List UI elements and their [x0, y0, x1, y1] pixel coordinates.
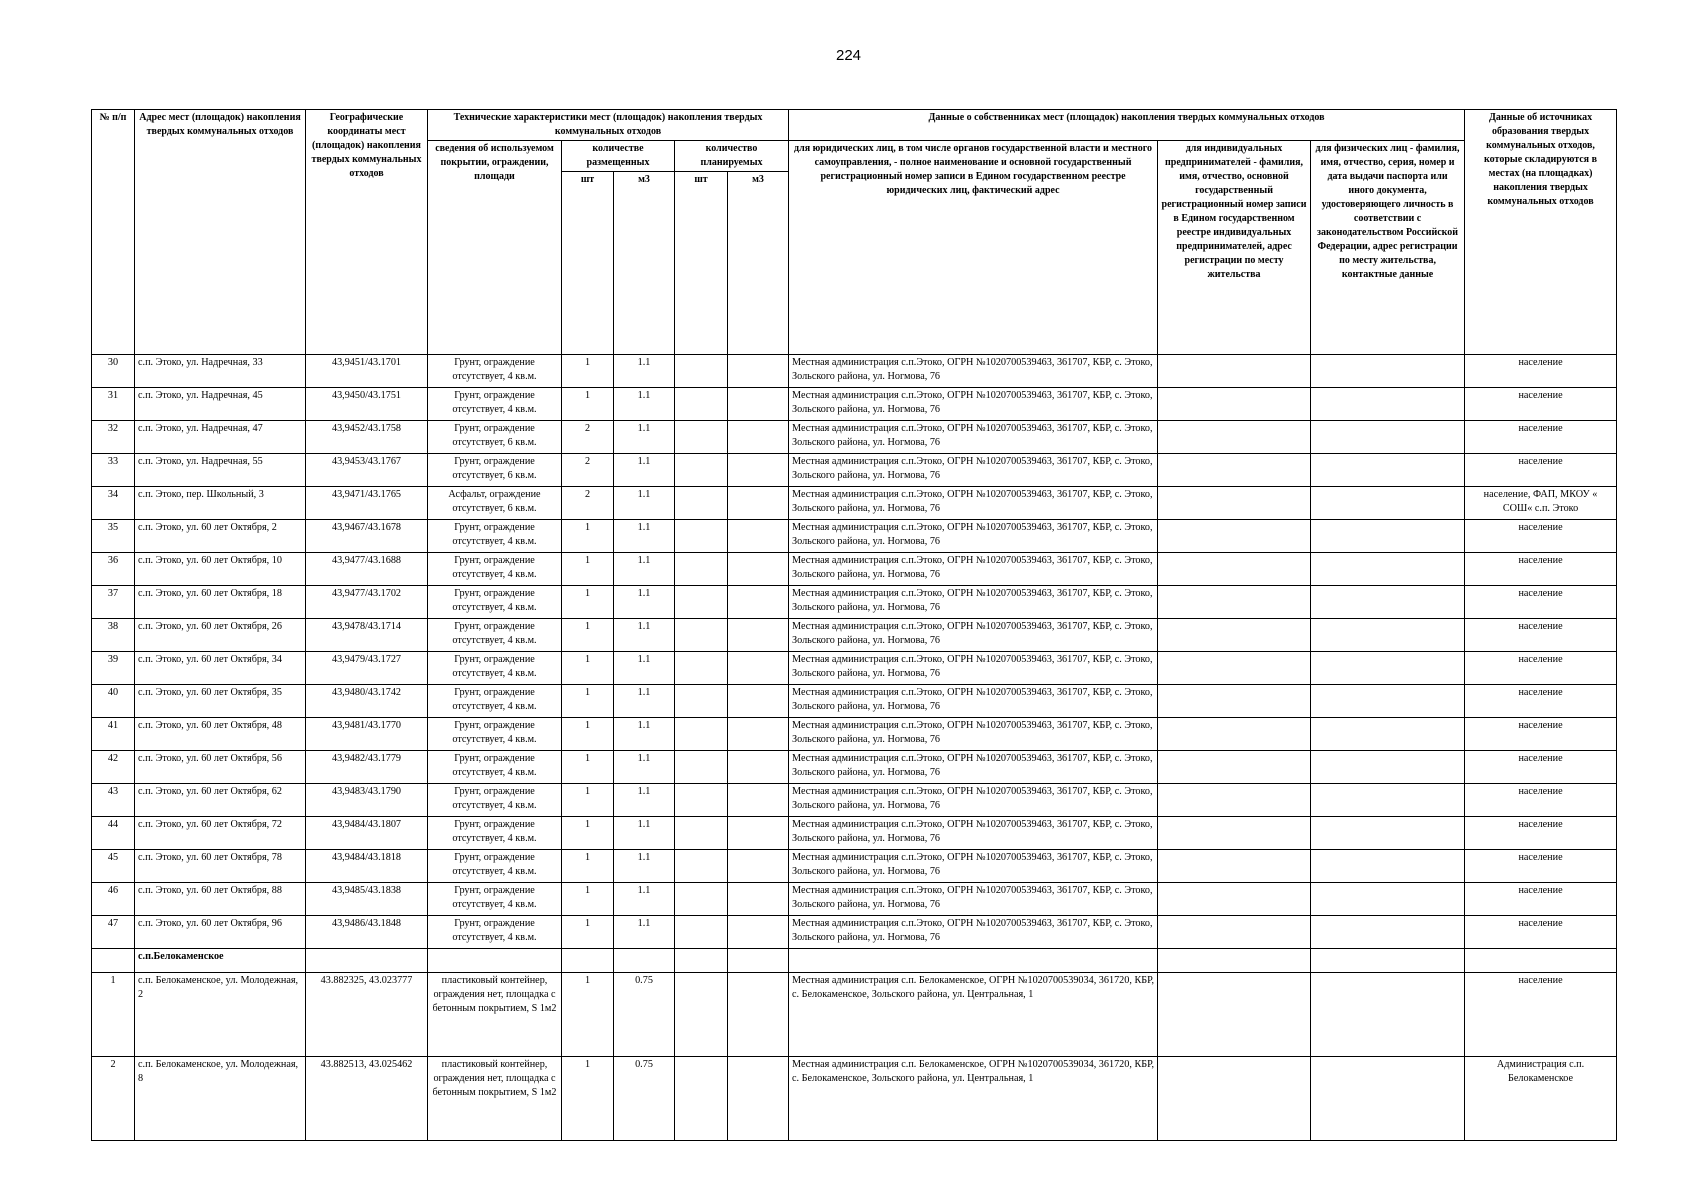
row-owner-ip	[1158, 1057, 1311, 1141]
section-empty-cell	[1465, 949, 1617, 973]
row-volume-m3: 1.1	[614, 652, 675, 685]
header-tech-cover: сведения об используемом покрытии, ограждении, площади	[428, 141, 562, 355]
row-number: 32	[92, 421, 135, 454]
row-owner-ip	[1158, 553, 1311, 586]
section-empty-cell	[614, 949, 675, 973]
row-planned-pcs	[675, 355, 728, 388]
row-owner-ip	[1158, 421, 1311, 454]
table-row	[92, 355, 1617, 388]
row-number: 33	[92, 454, 135, 487]
row-coordinates: 43,9478/43.1714	[306, 619, 428, 652]
table-row	[92, 784, 1617, 817]
row-planned-m3	[728, 1057, 789, 1141]
row-address: с.п. Этоко, ул. 60 лет Октября, 72	[135, 817, 306, 850]
header-owners-ip: для индивидуальных предпринимателей - фамилия, имя, отчество, основной государственный регистрационный номер записи в Едином государственном реестре индивидуальных предпринимателей, адрес регистрации по месту жительства	[1158, 141, 1311, 355]
row-count-pcs: 1	[562, 784, 614, 817]
table-row	[92, 619, 1617, 652]
row-owner-physical	[1311, 850, 1465, 883]
row-planned-pcs	[675, 817, 728, 850]
row-address: с.п. Этоко, ул. 60 лет Октября, 62	[135, 784, 306, 817]
row-owner-legal: Местная администрация с.п. Белокаменское, ОГРН №1020700539034, 361720, КБР, с. Белокаменское, Зольского района, ул. Центральная, 1	[789, 973, 1158, 1057]
row-planned-pcs	[675, 421, 728, 454]
row-coordinates: 43,9477/43.1702	[306, 586, 428, 619]
row-address: с.п. Белокаменское, ул. Молодежная, 2	[135, 973, 306, 1057]
row-address: с.п. Этоко, ул. 60 лет Октября, 35	[135, 685, 306, 718]
table-row	[92, 454, 1617, 487]
section-num-cell	[92, 949, 135, 973]
row-count-pcs: 1	[562, 355, 614, 388]
row-waste-source: население	[1465, 784, 1617, 817]
row-owner-legal: Местная администрация с.п.Этоко, ОГРН №1020700539463, 361707, КБР, с. Этоко, Зольского района, ул. Ногмова, 76	[789, 784, 1158, 817]
row-planned-m3	[728, 973, 789, 1057]
row-cover: Грунт, ограждение отсутствует, 6 кв.м.	[428, 454, 562, 487]
row-owner-ip	[1158, 916, 1311, 949]
row-number: 2	[92, 1057, 135, 1141]
row-owner-physical	[1311, 388, 1465, 421]
row-waste-source: население	[1465, 421, 1617, 454]
row-count-pcs: 1	[562, 751, 614, 784]
row-owner-legal: Местная администрация с.п.Этоко, ОГРН №1020700539463, 361707, КБР, с. Этоко, Зольского района, ул. Ногмова, 76	[789, 553, 1158, 586]
row-planned-m3	[728, 883, 789, 916]
section-empty-cell	[562, 949, 614, 973]
row-planned-pcs	[675, 619, 728, 652]
row-volume-m3: 1.1	[614, 685, 675, 718]
row-address: с.п. Этоко, ул. 60 лет Октября, 88	[135, 883, 306, 916]
row-waste-source: население	[1465, 751, 1617, 784]
row-count-pcs: 1	[562, 553, 614, 586]
row-owner-legal: Местная администрация с.п.Этоко, ОГРН №1020700539463, 361707, КБР, с. Этоко, Зольского района, ул. Ногмова, 76	[789, 520, 1158, 553]
row-coordinates: 43,9485/43.1838	[306, 883, 428, 916]
row-cover: Грунт, ограждение отсутствует, 4 кв.м.	[428, 652, 562, 685]
row-owner-physical	[1311, 619, 1465, 652]
row-planned-m3	[728, 817, 789, 850]
row-count-pcs: 1	[562, 916, 614, 949]
section-empty-cell	[789, 949, 1158, 973]
table-row	[92, 421, 1617, 454]
row-volume-m3: 1.1	[614, 454, 675, 487]
row-owner-ip	[1158, 685, 1311, 718]
row-count-pcs: 2	[562, 487, 614, 520]
row-waste-source: население	[1465, 652, 1617, 685]
row-owner-legal: Местная администрация с.п.Этоко, ОГРН №1020700539463, 361707, КБР, с. Этоко, Зольского района, ул. Ногмова, 76	[789, 388, 1158, 421]
row-cover: Грунт, ограждение отсутствует, 6 кв.м.	[428, 421, 562, 454]
row-owner-ip	[1158, 454, 1311, 487]
row-address: с.п. Этоко, пер. Школьный, 3	[135, 487, 306, 520]
row-planned-m3	[728, 421, 789, 454]
table-row	[92, 817, 1617, 850]
row-number: 46	[92, 883, 135, 916]
row-cover: Грунт, ограждение отсутствует, 4 кв.м.	[428, 619, 562, 652]
row-number: 43	[92, 784, 135, 817]
table-row	[92, 586, 1617, 619]
row-address: с.п. Этоко, ул. 60 лет Октября, 78	[135, 850, 306, 883]
row-planned-m3	[728, 586, 789, 619]
row-owner-physical	[1311, 553, 1465, 586]
row-count-pcs: 1	[562, 388, 614, 421]
row-volume-m3: 1.1	[614, 784, 675, 817]
header-owners-phys: для физических лиц - фамилия, имя, отчество, серия, номер и дата выдачи паспорта или иного документа, удостоверяющего личность в соответствии с законодательством Российской Федерации, адрес регистрации по месту жительства, контактные данные	[1311, 141, 1465, 355]
row-planned-pcs	[675, 718, 728, 751]
row-count-pcs: 2	[562, 421, 614, 454]
row-address: с.п. Этоко, ул. 60 лет Октября, 48	[135, 718, 306, 751]
row-coordinates: 43.882325, 43.023777	[306, 973, 428, 1057]
row-coordinates: 43,9467/43.1678	[306, 520, 428, 553]
row-address: с.п. Этоко, ул. 60 лет Октября, 10	[135, 553, 306, 586]
table-row	[92, 751, 1617, 784]
row-owner-ip	[1158, 850, 1311, 883]
row-address: с.п. Этоко, ул. Надречная, 55	[135, 454, 306, 487]
row-cover: Асфальт, ограждение отсутствует, 6 кв.м.	[428, 487, 562, 520]
row-planned-m3	[728, 355, 789, 388]
table-row	[92, 388, 1617, 421]
row-waste-source: население	[1465, 916, 1617, 949]
row-owner-ip	[1158, 388, 1311, 421]
row-coordinates: 43,9450/43.1751	[306, 388, 428, 421]
row-volume-m3: 1.1	[614, 487, 675, 520]
row-planned-m3	[728, 784, 789, 817]
row-owner-ip	[1158, 973, 1311, 1057]
row-number: 37	[92, 586, 135, 619]
row-planned-m3	[728, 454, 789, 487]
row-planned-m3	[728, 652, 789, 685]
row-count-pcs: 1	[562, 619, 614, 652]
row-planned-m3	[728, 520, 789, 553]
row-number: 1	[92, 973, 135, 1057]
row-owner-physical	[1311, 784, 1465, 817]
row-address: с.п. Белокаменское, ул. Молодежная, 8	[135, 1057, 306, 1141]
row-owner-physical	[1311, 586, 1465, 619]
table-row	[92, 652, 1617, 685]
row-number: 39	[92, 652, 135, 685]
row-owner-physical	[1311, 973, 1465, 1057]
row-number: 47	[92, 916, 135, 949]
row-cover: Грунт, ограждение отсутствует, 4 кв.м.	[428, 553, 562, 586]
row-planned-pcs	[675, 520, 728, 553]
table-row	[92, 520, 1617, 553]
row-owner-ip	[1158, 652, 1311, 685]
section-empty-cell	[428, 949, 562, 973]
row-owner-physical	[1311, 685, 1465, 718]
row-planned-m3	[728, 718, 789, 751]
row-owner-physical	[1311, 355, 1465, 388]
row-owner-ip	[1158, 355, 1311, 388]
row-volume-m3: 1.1	[614, 619, 675, 652]
header-tech: Технические характеристики мест (площадок) накопления твердых коммунальных отходов	[428, 110, 789, 141]
page-number: 224	[835, 47, 862, 64]
row-address: с.п. Этоко, ул. 60 лет Октября, 34	[135, 652, 306, 685]
row-owner-physical	[1311, 916, 1465, 949]
header-coords: Географические координаты мест (площадок) накопления твердых коммунальных отходов	[306, 110, 428, 355]
row-waste-source: население	[1465, 718, 1617, 751]
row-owner-physical	[1311, 817, 1465, 850]
row-volume-m3: 1.1	[614, 751, 675, 784]
row-volume-m3: 1.1	[614, 883, 675, 916]
row-cover: Грунт, ограждение отсутствует, 4 кв.м.	[428, 784, 562, 817]
row-cover: Грунт, ограждение отсутствует, 4 кв.м.	[428, 586, 562, 619]
row-number: 42	[92, 751, 135, 784]
header-unit-pcs: шт	[562, 172, 614, 355]
header-owners: Данные о собственниках мест (площадок) накопления твердых коммунальных отходов	[789, 110, 1465, 141]
row-planned-pcs	[675, 553, 728, 586]
row-waste-source: население	[1465, 586, 1617, 619]
row-number: 40	[92, 685, 135, 718]
row-planned-pcs	[675, 388, 728, 421]
section-empty-cell	[1311, 949, 1465, 973]
section-row	[92, 949, 1617, 973]
row-address: с.п. Этоко, ул. 60 лет Октября, 2	[135, 520, 306, 553]
row-owner-physical	[1311, 883, 1465, 916]
row-address: с.п. Этоко, ул. Надречная, 47	[135, 421, 306, 454]
row-owner-legal: Местная администрация с.п.Этоко, ОГРН №1020700539463, 361707, КБР, с. Этоко, Зольского района, ул. Ногмова, 76	[789, 817, 1158, 850]
row-planned-pcs	[675, 685, 728, 718]
table-row	[92, 685, 1617, 718]
row-waste-source: население	[1465, 850, 1617, 883]
table-row	[92, 553, 1617, 586]
row-owner-legal: Местная администрация с.п.Этоко, ОГРН №1020700539463, 361707, КБР, с. Этоко, Зольского района, ул. Ногмова, 76	[789, 718, 1158, 751]
row-volume-m3: 1.1	[614, 718, 675, 751]
row-volume-m3: 1.1	[614, 586, 675, 619]
row-cover: Грунт, ограждение отсутствует, 4 кв.м.	[428, 850, 562, 883]
row-owner-legal: Местная администрация с.п.Этоко, ОГРН №1020700539463, 361707, КБР, с. Этоко, Зольского района, ул. Ногмова, 76	[789, 454, 1158, 487]
row-planned-m3	[728, 388, 789, 421]
row-owner-legal: Местная администрация с.п.Этоко, ОГРН №1020700539463, 361707, КБР, с. Этоко, Зольского района, ул. Ногмова, 76	[789, 883, 1158, 916]
row-cover: Грунт, ограждение отсутствует, 4 кв.м.	[428, 355, 562, 388]
row-owner-physical	[1311, 421, 1465, 454]
row-number: 31	[92, 388, 135, 421]
row-volume-m3: 1.1	[614, 388, 675, 421]
row-number: 45	[92, 850, 135, 883]
row-planned-m3	[728, 553, 789, 586]
row-count-pcs: 1	[562, 973, 614, 1057]
row-owner-physical	[1311, 454, 1465, 487]
row-owner-ip	[1158, 520, 1311, 553]
row-owner-ip	[1158, 487, 1311, 520]
row-planned-m3	[728, 751, 789, 784]
row-cover: Грунт, ограждение отсутствует, 4 кв.м.	[428, 751, 562, 784]
row-cover: Грунт, ограждение отсутствует, 4 кв.м.	[428, 883, 562, 916]
row-number: 41	[92, 718, 135, 751]
row-owner-legal: Местная администрация с.п.Этоко, ОГРН №1020700539463, 361707, КБР, с. Этоко, Зольского района, ул. Ногмова, 76	[789, 487, 1158, 520]
row-volume-m3: 1.1	[614, 421, 675, 454]
header-unit-m3-planned: м3	[728, 172, 789, 355]
row-volume-m3: 1.1	[614, 553, 675, 586]
row-coordinates: 43,9471/43.1765	[306, 487, 428, 520]
row-owner-physical	[1311, 718, 1465, 751]
row-volume-m3: 1.1	[614, 520, 675, 553]
row-address: с.п. Этоко, ул. 60 лет Октября, 18	[135, 586, 306, 619]
row-owner-legal: Местная администрация с.п.Этоко, ОГРН №1020700539463, 361707, КБР, с. Этоко, Зольского района, ул. Ногмова, 76	[789, 421, 1158, 454]
row-owner-physical	[1311, 520, 1465, 553]
row-waste-source: население	[1465, 388, 1617, 421]
section-empty-cell	[675, 949, 728, 973]
row-cover: Грунт, ограждение отсутствует, 4 кв.м.	[428, 520, 562, 553]
row-planned-pcs	[675, 751, 728, 784]
row-planned-pcs	[675, 1057, 728, 1141]
table-row	[92, 1057, 1617, 1141]
row-cover: пластиковый контейнер, ограждения нет, площадка с бетонным покрытием, S 1м2	[428, 973, 562, 1057]
row-planned-m3	[728, 619, 789, 652]
row-count-pcs: 1	[562, 685, 614, 718]
row-planned-pcs	[675, 883, 728, 916]
row-owner-legal: Местная администрация с.п.Этоко, ОГРН №1020700539463, 361707, КБР, с. Этоко, Зольского района, ул. Ногмова, 76	[789, 916, 1158, 949]
row-address: с.п. Этоко, ул. 60 лет Октября, 26	[135, 619, 306, 652]
row-owner-legal: Местная администрация с.п.Этоко, ОГРН №1020700539463, 361707, КБР, с. Этоко, Зольского района, ул. Ногмова, 76	[789, 619, 1158, 652]
row-waste-source: население	[1465, 520, 1617, 553]
row-waste-source: население	[1465, 817, 1617, 850]
header-qty-placed: количестве размещенных	[562, 141, 675, 172]
row-waste-source: население	[1465, 883, 1617, 916]
row-cover: Грунт, ограждение отсутствует, 4 кв.м.	[428, 817, 562, 850]
row-waste-source: население	[1465, 973, 1617, 1057]
row-planned-pcs	[675, 973, 728, 1057]
row-owner-ip	[1158, 751, 1311, 784]
row-coordinates: 43,9481/43.1770	[306, 718, 428, 751]
row-planned-pcs	[675, 487, 728, 520]
row-number: 34	[92, 487, 135, 520]
row-coordinates: 43,9453/43.1767	[306, 454, 428, 487]
row-owner-legal: Местная администрация с.п. Белокаменское, ОГРН №1020700539034, 361720, КБР, с. Белокаменское, Зольского района, ул. Центральная, 1	[789, 1057, 1158, 1141]
row-owner-ip	[1158, 883, 1311, 916]
header-num: № п/п	[92, 110, 135, 355]
table-row	[92, 850, 1617, 883]
row-cover: пластиковый контейнер, ограждения нет, площадка с бетонным покрытием, S 1м2	[428, 1057, 562, 1141]
section-title: с.п.Белокаменское	[135, 949, 306, 973]
row-owner-legal: Местная администрация с.п.Этоко, ОГРН №1020700539463, 361707, КБР, с. Этоко, Зольского района, ул. Ногмова, 76	[789, 652, 1158, 685]
row-number: 38	[92, 619, 135, 652]
row-count-pcs: 1	[562, 883, 614, 916]
row-coordinates: 43,9484/43.1818	[306, 850, 428, 883]
row-address: с.п. Этоко, ул. 60 лет Октября, 56	[135, 751, 306, 784]
row-planned-pcs	[675, 652, 728, 685]
table-row	[92, 973, 1617, 1057]
row-waste-source: население	[1465, 553, 1617, 586]
row-count-pcs: 1	[562, 586, 614, 619]
row-planned-pcs	[675, 586, 728, 619]
row-volume-m3: 1.1	[614, 850, 675, 883]
row-count-pcs: 1	[562, 718, 614, 751]
row-waste-source: Администрация с.п. Белокаменское	[1465, 1057, 1617, 1141]
row-cover: Грунт, ограждение отсутствует, 4 кв.м.	[428, 388, 562, 421]
section-empty-cell	[728, 949, 789, 973]
row-owner-ip	[1158, 718, 1311, 751]
row-coordinates: 43,9451/43.1701	[306, 355, 428, 388]
row-waste-source: население	[1465, 619, 1617, 652]
row-coordinates: 43.882513, 43.025462	[306, 1057, 428, 1141]
row-coordinates: 43,9480/43.1742	[306, 685, 428, 718]
row-coordinates: 43,9479/43.1727	[306, 652, 428, 685]
row-cover: Грунт, ограждение отсутствует, 4 кв.м.	[428, 718, 562, 751]
row-coordinates: 43,9482/43.1779	[306, 751, 428, 784]
row-planned-pcs	[675, 916, 728, 949]
section-empty-cell	[306, 949, 428, 973]
table-row	[92, 883, 1617, 916]
row-volume-m3: 1.1	[614, 916, 675, 949]
section-empty-cell	[1158, 949, 1311, 973]
row-count-pcs: 1	[562, 817, 614, 850]
table-body	[92, 355, 1617, 1141]
row-volume-m3: 0.75	[614, 1057, 675, 1141]
row-number: 30	[92, 355, 135, 388]
row-owner-legal: Местная администрация с.п.Этоко, ОГРН №1020700539463, 361707, КБР, с. Этоко, Зольского района, ул. Ногмова, 76	[789, 685, 1158, 718]
waste-sites-register-table	[91, 109, 1617, 1141]
row-waste-source: население	[1465, 355, 1617, 388]
row-address: с.п. Этоко, ул. Надречная, 33	[135, 355, 306, 388]
header-sources: Данные об источниках образования твердых коммунальных отходов, которые складируются в местах (на площадках) накопления твердых коммунальных отходов	[1465, 110, 1617, 355]
row-planned-pcs	[675, 850, 728, 883]
row-waste-source: население, ФАП, МКОУ « СОШ« с.п. Этоко	[1465, 487, 1617, 520]
row-owner-ip	[1158, 619, 1311, 652]
row-address: с.п. Этоко, ул. Надречная, 45	[135, 388, 306, 421]
row-address: с.п. Этоко, ул. 60 лет Октября, 96	[135, 916, 306, 949]
row-count-pcs: 1	[562, 1057, 614, 1141]
header-owners-legal: для юридических лиц, в том числе органов государственной власти и местного самоуправления, - полное наименование и основной государственный регистрационный номер записи в Едином государственном реестре юридических лиц, фактический адрес	[789, 141, 1158, 355]
row-cover: Грунт, ограждение отсутствует, 4 кв.м.	[428, 685, 562, 718]
row-number: 35	[92, 520, 135, 553]
row-count-pcs: 2	[562, 454, 614, 487]
row-number: 36	[92, 553, 135, 586]
row-owner-physical	[1311, 652, 1465, 685]
row-volume-m3: 1.1	[614, 817, 675, 850]
row-owner-ip	[1158, 586, 1311, 619]
row-owner-legal: Местная администрация с.п.Этоко, ОГРН №1020700539463, 361707, КБР, с. Этоко, Зольского района, ул. Ногмова, 76	[789, 586, 1158, 619]
row-planned-m3	[728, 685, 789, 718]
row-planned-m3	[728, 487, 789, 520]
row-cover: Грунт, ограждение отсутствует, 4 кв.м.	[428, 916, 562, 949]
table-row	[92, 916, 1617, 949]
row-count-pcs: 1	[562, 850, 614, 883]
row-owner-physical	[1311, 487, 1465, 520]
header-address: Адрес мест (площадок) накопления твердых коммунальных отходов	[135, 110, 306, 355]
row-count-pcs: 1	[562, 520, 614, 553]
row-coordinates: 43,9486/43.1848	[306, 916, 428, 949]
table-row	[92, 718, 1617, 751]
table-row	[92, 487, 1617, 520]
row-planned-m3	[728, 850, 789, 883]
row-coordinates: 43,9452/43.1758	[306, 421, 428, 454]
row-owner-legal: Местная администрация с.п.Этоко, ОГРН №1020700539463, 361707, КБР, с. Этоко, Зольского района, ул. Ногмова, 76	[789, 355, 1158, 388]
row-owner-physical	[1311, 751, 1465, 784]
row-owner-ip	[1158, 784, 1311, 817]
row-owner-legal: Местная администрация с.п.Этоко, ОГРН №1020700539463, 361707, КБР, с. Этоко, Зольского района, ул. Ногмова, 76	[789, 751, 1158, 784]
row-waste-source: население	[1465, 685, 1617, 718]
row-owner-legal: Местная администрация с.п.Этоко, ОГРН №1020700539463, 361707, КБР, с. Этоко, Зольского района, ул. Ногмова, 76	[789, 850, 1158, 883]
row-planned-m3	[728, 916, 789, 949]
row-owner-ip	[1158, 817, 1311, 850]
header-unit-pcs-planned: шт	[675, 172, 728, 355]
row-number: 44	[92, 817, 135, 850]
row-volume-m3: 0.75	[614, 973, 675, 1057]
header-qty-planned: количество планируемых	[675, 141, 789, 172]
row-coordinates: 43,9483/43.1790	[306, 784, 428, 817]
row-owner-physical	[1311, 1057, 1465, 1141]
row-planned-pcs	[675, 454, 728, 487]
row-count-pcs: 1	[562, 652, 614, 685]
row-planned-pcs	[675, 784, 728, 817]
row-coordinates: 43,9484/43.1807	[306, 817, 428, 850]
header-unit-m3: м3	[614, 172, 675, 355]
row-volume-m3: 1.1	[614, 355, 675, 388]
row-coordinates: 43,9477/43.1688	[306, 553, 428, 586]
row-waste-source: население	[1465, 454, 1617, 487]
